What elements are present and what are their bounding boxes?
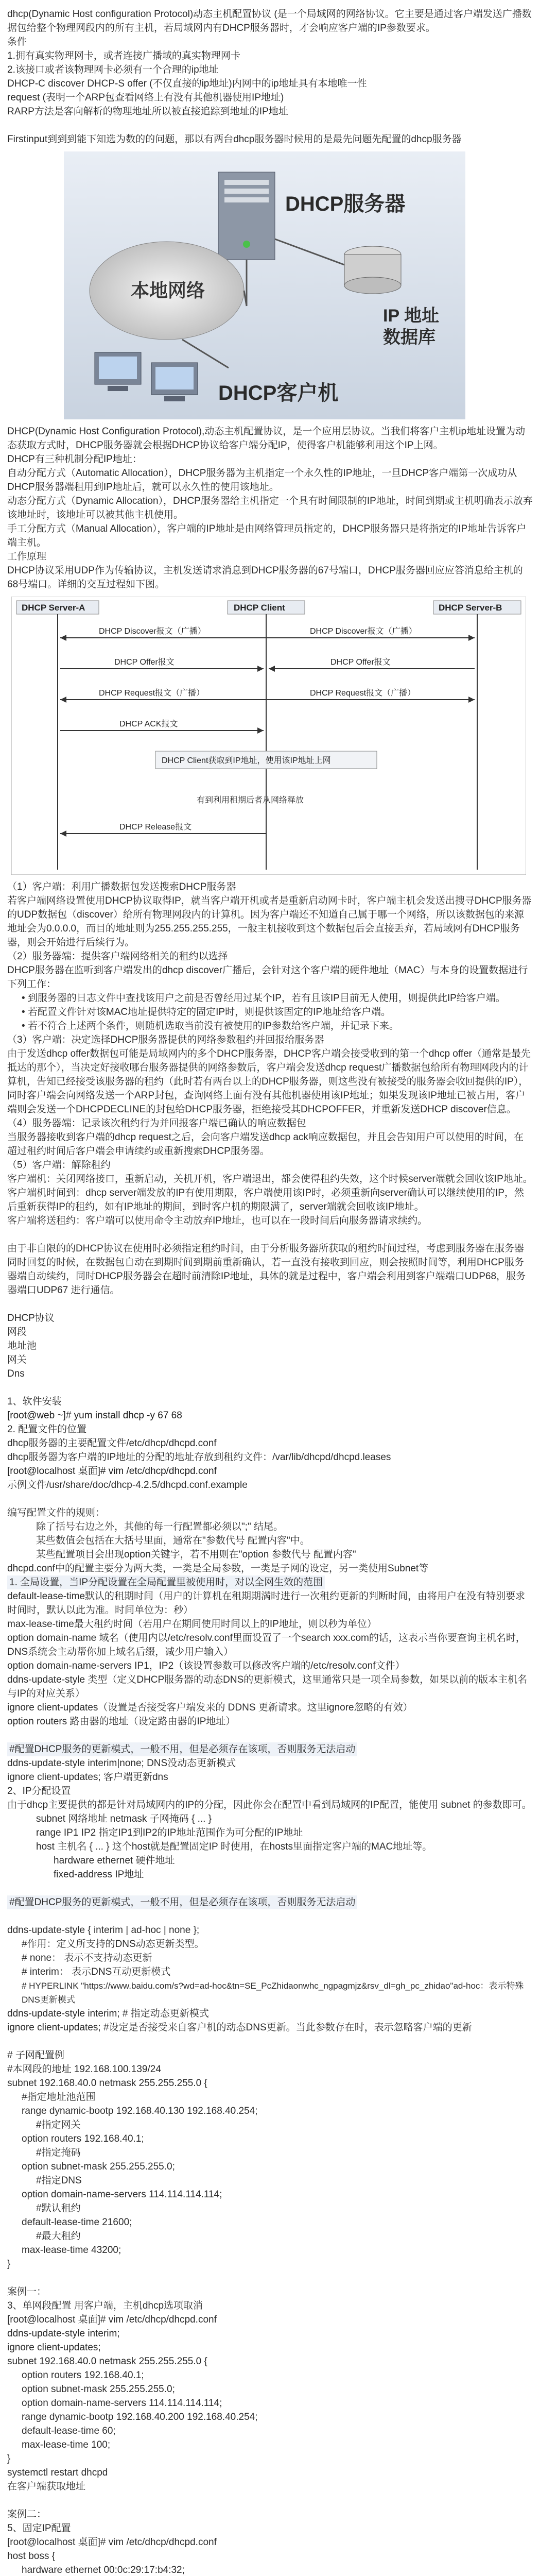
body-line: DHCP协议采用UDP作为传输协议，主机发送请求消息到DHCP服务器的67号端口，DHCP服务器回应应答消息给主机的68号端口。详细的交互过程如下图。 (7, 565, 523, 590)
body-line: 由于发送dhcp offer数据包可能是局域网内的多个DHCP服务器，DHCP客户端会接受收到的第一个dhcp offer（通常是最先抵达的那个），当决定好接收哪台服务器提供的网络参数后，客户端会发送dhcp request广播数据包给所有物理网段内的计算机，告知已经接受该服务器的租约（此时若有两台以上的DHCP服务器，则这些没有被接受的服务器会收回提供的IP），同时客户端会向网络发送一个ARP封包，查询网络上面有没有其他机器使用该IP地址；如果发现该IP地址已被占用，客户端则会发送一个DHCPDECLINE的封包给DHCP服务器，拒绝接受其DHCPOFFER，并重新发送DHCP discover信息。 (7, 1048, 531, 1115)
config-line: 除了括号右边之外，其他的每一行配置都必须以";" 结尾。 (36, 1521, 284, 1532)
config-line: option routers 路由器的地址（设定路由器的IP地址） (7, 1716, 236, 1727)
case-line: ignore client-updates; (7, 2342, 101, 2353)
protocol-list (7, 1311, 533, 1381)
protocol-item: Dns (7, 1368, 25, 1379)
overview-section (7, 425, 533, 591)
interim-section (7, 1923, 533, 2035)
db-label-1: IP 地址 (383, 306, 439, 326)
case-line: 5、固定IP配置 (7, 2523, 71, 2534)
body-line: • 若配置文件针对该MAC地址提供特定的固定IP时，则提供该固定的IP地址给客户端。 (22, 1007, 391, 1018)
subnet-line: #默认租约 (36, 2203, 81, 2214)
msg-use-ip: DHCP Client获取到IP地址，使用该IP地址上网 (162, 756, 331, 765)
config-line: 某些数值会包括在大括号里面，通常在"参数代号 配置内容"中。 (36, 1535, 310, 1546)
interim-line: #作用：定义所支持的DNS动态更新类型。 (22, 1939, 204, 1950)
body-line: • 若不符合上述两个条件，则随机选取当前没有被使用的IP参数给客户端，并记录下来。 (22, 1021, 399, 1031)
body-line: • 到服务器的日志文件中查找该用户之前是否曾经用过某个IP，若有且该IP目前无人使用，则提供此IP给客户端。 (22, 993, 506, 1004)
step-line: dhcp服务器的主要配置文件/etc/dhcp/dhcpd.conf (7, 1438, 217, 1449)
client-label: DHCP客户机 (218, 382, 339, 404)
intro-line: 条件 (7, 37, 27, 47)
config-line: ignore client-updates（设置是否接受客户端发来的 DDNS 更新请求。这里ignore忽略的有效） (7, 1702, 413, 1713)
database-icon (344, 246, 401, 294)
body-line: 客户端机时间到：dhcp server端发放的IP有使用期限，客户端使用该IP时，必须重新向server确认可以继续使用的IP，然后重新获得IP的租约，如有IP地址的期间，到时客户机的期限满了，server端就会回收该IP地址。 (7, 1188, 524, 1212)
case-line: hardware ethernet 00:0c:29:17:b4:32; (22, 2565, 185, 2575)
case-line: [root@localhost 桌面]# vim /etc/dhcp/dhcpd.conf (7, 2537, 217, 2548)
intro-line: dhcp(Dynamic Host configuration Protocol)动态主机配置协议 (是一个局域网的网络协议。它主要是通过客户端发送广播数据包给整个物理网段内的所有主机，若局域网内有DHCP服务器时，才会响应客户端的IP参数要求。 (7, 9, 532, 33)
dhcp-sequence-figure (11, 597, 526, 875)
intro-line: 2.该接口或者该物理网卡必须有一个合理的ip地址 (7, 64, 219, 75)
host-item: hardware ethernet 硬件地址 (54, 1855, 175, 1866)
ddns-line: ignore client-updates; 客户端更新dns (7, 1772, 168, 1783)
msg-lease: 有到利用租期后者从网络释放 (197, 796, 304, 805)
msg-request: DHCP Request报文（广播） (310, 689, 416, 698)
body-line: （5）客户端：解除租约 (7, 1160, 111, 1171)
body-line: 由于非自限的的DHCP协议在使用时必须指定租约时间，由于分析服务器所获取的租约时间过程，考虑到服务器在服务器同时回复的时候，在数据包自动在到期时间到期前重新确认，若一直没有接收到回应，则会按照时间等，利用DHCP服务器端自动续约，同时DHCP服务器会在超时前清除IP地址，具体的就是过程中，客户端会利用到客户端端口UDP68，服务器端口UDP67 进行通信。 (7, 1243, 526, 1296)
intro-line: DHCP-C discover DHCP-S offer (不仅直接的ip地址)内网中的ip地址具有本地唯一性 (7, 78, 367, 89)
firstinput-line: Firstinput到到到能下知选为数的的问题，那以有两台dhcp服务器时候用的是最先问题先配置的dhcp服务器 (7, 134, 462, 145)
config-line: option domain-name-servers IP1，IP2（该设置参数可以修改客户端的/etc/resolv.conf文件） (7, 1660, 405, 1671)
body-line: 工作原理 (7, 551, 47, 562)
subnet-line: range dynamic-bootp 192.168.40.130 192.168.40.254; (22, 2106, 258, 2116)
intro-line: 1.拥有真实物理网卡，或者连接广播域的真实物理网卡 (7, 50, 240, 61)
body-line: 当服务器接收到客户端的dhcp request之后，会向客户端发送dhcp ack响应数据包，并且会告知用户可以使用的时间，在超过租约时间后客户端会申请续约或重新搜索DHCP服务器。 (7, 1132, 524, 1157)
config-line: dhcpd.conf中的配置主要分为两大类，一类是全局参数，一类是子网的设定，另一类使用Subnet等 (7, 1563, 429, 1574)
msg-offer: DHCP Offer报文 (114, 658, 175, 667)
intro-line: request (表明一个ARP包查看网络上有没有其他机器使用IP地址) (7, 92, 284, 103)
lane-server-b-label: DHCP Server-B (439, 603, 502, 613)
body-line: 客户端机：关闭网络接口，重新启动，关机开机，客户端退出，都会使得租约失效，这个时候server端就会回收该IP地址。 (7, 1174, 533, 1184)
server-label: DHCP服务器 (285, 193, 406, 215)
case-line: 3、单网段配置 用客户端，主机dhcp选项取消 (7, 2300, 203, 2311)
ipalloc-line: 2、IP分配设置 (7, 1786, 71, 1797)
subnet-line: option routers 192.168.40.1; (22, 2133, 144, 2144)
body-line: 手工分配方式（Manual Allocation），客户端的IP地址是由网络管理员指定的，DHCP服务器只是将指定的IP地址告诉客户端主机。 (7, 523, 527, 548)
protocol-item: 地址池 (7, 1341, 37, 1351)
ipalloc-line: host 主机名 { ... } 这个host就是配置固定IP 时使用，在hosts里面指定客户端的MAC地址等。 (36, 1841, 432, 1852)
subnet-title: # 子网配置例 (7, 2050, 64, 2061)
dhcp-sequence-diagram (11, 597, 526, 875)
interim-line: ddns-update-style interim; # 指定动态更新模式 (7, 2008, 209, 2019)
protocol-item: 网段 (7, 1327, 27, 1337)
db-label-2: 数据库 (383, 328, 436, 347)
lane-server-a-label: DHCP Server-A (22, 603, 85, 613)
msg-discover: DHCP Discover报文（广播） (310, 627, 417, 636)
case-title: 案例二： (7, 2509, 47, 2520)
msg-discover: DHCP Discover报文（广播） (99, 627, 206, 636)
msg-ack: DHCP ACK报文 (119, 720, 178, 728)
msg-offer: DHCP Offer报文 (330, 658, 391, 667)
config-line: default-lease-time默认的租期时间（用户的计算机在租期期满时进行一次租约更新的判断时间，由将用户在没有特别要求时间时，默认以此为准。时间单位为：秒） (7, 1591, 526, 1616)
case-line: option subnet-mask 255.255.255.0; (22, 2384, 175, 2395)
subnet-line: #指定网关 (36, 2120, 81, 2130)
case-one (7, 2285, 533, 2576)
server-icon (218, 172, 275, 260)
body-line: （4）服务器端：记录该次租约行为并回报客户端已确认的响应数据包 (7, 1118, 306, 1129)
body-line: （3）客户端：决定选择DHCP服务器提供的网络参数租约并回报给服务器 (7, 1035, 324, 1045)
body-line: 动态分配方式（Dynamic Allocation），DHCP服务器给主机指定一个具有时间限制的IP地址，时间到期或主机明确表示放弃该地址时，该地址可以被其他主机使用。 (7, 496, 533, 520)
msg-release: DHCP Release报文 (119, 823, 192, 832)
dhcp-network-figure (64, 151, 465, 419)
protocol-item: DHCP协议 (7, 1313, 55, 1324)
step-line: 示例文件/usr/share/doc/dhcp-4.2.5/dhcpd.conf.example (7, 1480, 248, 1490)
case-line: default-lease-time 60; (22, 2426, 116, 2436)
highlight-note: #配置DHCP服务的更新模式，一般不用，但是必须存在该项，否则服务无法启动 (7, 1742, 357, 1756)
protocol-item: 网关 (7, 1354, 27, 1365)
config-line: 编写配置文件的规则： (7, 1507, 106, 1518)
intro-section (7, 7, 533, 146)
body-line: DHCP(Dynamic Host Configuration Protocol),动态主机配置协议，是一个应用层协议。当我们将客户主机ip地址设置为动态获取方式时，DHCP服务器就会根据DHCP协议给客户端分配IP，使得客户机能够利用这个IP上网。 (7, 426, 526, 451)
subnet-line: } (7, 2259, 11, 2269)
case-line: host boss { (7, 2551, 55, 2562)
case-line: } (7, 2453, 11, 2464)
body-line: （2）服务器端：提供客户端网络相关的租约以选择 (7, 951, 228, 962)
ddns-line: ddns-update-style interim|none; DNS没动态更新模式 (7, 1758, 236, 1769)
config-line: max-lease-time最大租约时间（若用户在期间使用时间以上的IP地址，则以秒为单位） (7, 1619, 377, 1630)
interim-line: # HYPERLINK "https://www.baidu.com/s?wd=ad-hoc&tn=SE_PcZhidaonwhc_ngpagmjz&rsv_dl=gh_pc_zhidao"ad-hoc：表示特殊DNS更新模式 (22, 1981, 524, 2005)
ipalloc-line: range IP1 IP2 指定IP1到IP2的IP地址范围作为可分配的IP地址 (36, 1827, 303, 1838)
case-line: subnet 192.168.40.0 netmask 255.255.255.0 { (7, 2356, 207, 2367)
interim-line: ddns-update-style { interim | ad-hoc | none }; (7, 1925, 200, 1936)
body-line: 若客户端网络设置使用DHCP协议取得IP，就当客户端开机或者是重新启动网卡时，客户端主机会发送出搜寻DHCP服务器的UDP数据包（discover）给所有物理网段内的计算机。因为客户端还不知道自己属于哪一个网络，所以该数据包的来源地址会为0.0.0.0，而目的地址则为255.255.255.255，一般主机接收到这个数据包后会直接丢弃，若局域网有DHCP服务器，则会开始进行后续行为。 (7, 895, 532, 948)
config-highlight: 1. 全局设置，当IP分配设置在全局配置里被使用时，对以全网生效的范围 (7, 1575, 325, 1589)
host-item: fixed-address IP地址 (54, 1869, 144, 1880)
case-line: 在客户端获取地址 (7, 2481, 86, 2492)
case-line: systemctl restart dhcpd (7, 2467, 108, 2478)
network-label: 本地网络 (131, 280, 205, 301)
interim-line: ignore client-updates; #设定是否接受来自客户机的动态DNS更新。当此参数存在时，表示忽略客户端的更新 (7, 2022, 472, 2033)
case-line: [root@localhost 桌面]# vim /etc/dhcp/dhcpd.conf (7, 2314, 217, 2325)
dhcp-network-illustration (64, 151, 465, 419)
case-line: ddns-update-style interim; (7, 2328, 120, 2339)
body-line: DHCP有三种机制分配IP地址： (7, 454, 142, 465)
interim-line: # none： 表示不支持动态更新 (22, 1953, 152, 1963)
msg-request: DHCP Request报文（广播） (99, 689, 205, 698)
ipalloc-line: subnet 网络地址 netmask 子网掩码 { ... } (36, 1814, 212, 1824)
body-line: （1）客户端：利用广播数据包发送搜索DHCP服务器 (7, 882, 236, 892)
highlight-note: #配置DHCP服务的更新模式，一般不用，但是必须存在该项，否则服务无法启动 (7, 1895, 357, 1909)
subnet-line: #指定掩码 (36, 2147, 81, 2158)
config-rules (7, 1506, 533, 1728)
subnet-line: #最大租约 (36, 2231, 81, 2242)
body-line: 自动分配方式（Automatic Allocation），DHCP服务器为主机指定一个永久性的IP地址，一旦DHCP客户端第一次成功从DHCP服务器端租用到IP地址后，就可以永久性的使用该地址。 (7, 468, 517, 493)
subnet-config (7, 2048, 533, 2271)
step-line: 1、软件安装 (7, 1396, 62, 1407)
subnet-line: max-lease-time 43200; (22, 2245, 121, 2256)
case-title: 案例一： (7, 2286, 47, 2297)
step-line: 2. 配置文件的位置 (7, 1424, 87, 1435)
body-line: 客户端将送租约：客户端可以使用命令主动放弃IP地址，也可以在一段时间后向服务器请求续约。 (7, 1215, 427, 1226)
process-section (7, 880, 533, 1297)
config-line: option domain-name 域名（使用内以/etc/resolv.conf里面设置了一个search xxx.com的话，这表示当你要查询主机名时，DNS系统会主动帮你加上域名后缀，减少用户输入） (7, 1633, 526, 1657)
subnet-line: option subnet-mask 255.255.255.0; (22, 2161, 175, 2172)
case-line: range dynamic-bootp 192.168.40.200 192.168.40.254; (22, 2412, 258, 2422)
subnet-line: option domain-name-servers 114.114.114.114; (22, 2189, 222, 2200)
ipalloc-line: 由于dhcp主要提供的都是针对局域网内的IP的分配，因此你会在配置中看到局域网的IP配置，能使用 subnet 的参数即可。 (7, 1800, 532, 1810)
subnet-line: #指定DNS (36, 2175, 82, 2186)
config-line: 某些配置项目会出现option关键字，若不用则在"option 参数代号 配置内容" (36, 1549, 356, 1560)
subnet-line: subnet 192.168.40.0 netmask 255.255.255.0 { (7, 2078, 207, 2089)
ip-allocation (7, 1784, 533, 1882)
interim-line: # interim： 表示DNS互动更新模式 (22, 1967, 171, 1977)
step-line: [root@web ~]# yum install dhcp -y 67 68 (7, 1410, 182, 1421)
subnet-line: #本网段的地址 192.168.100.139/24 (7, 2064, 161, 2075)
subnet-line: #指定地址池范围 (22, 2092, 96, 2103)
install-steps (7, 1395, 533, 1492)
config-line: ddns-update-style 类型（定义DHCP服务器的动态DNS的更新模式，这里通常只是一项全局参数，如果以前的版本主机名与IP的对应关系） (7, 1674, 528, 1699)
body-line: DHCP服务器在监听到客户端发出的dhcp discover广播后，会针对这个客户端的硬件地址（MAC）与本身的设置数据进行下列工作： (7, 965, 528, 990)
intro-line: RARP方法是客向解析的物理地址所以被直接追踪到地址的IP地址 (7, 106, 288, 117)
lane-client-label: DHCP Client (234, 603, 285, 613)
subnet-line: default-lease-time 21600; (22, 2217, 132, 2228)
step-line: dhcp服务器为客户端的IP地址的分配的地址存放到租约文件：/var/lib/dhcpd/dhcpd.leases (7, 1452, 391, 1463)
case-line: max-lease-time 100; (22, 2439, 111, 2450)
case-line: option domain-name-servers 114.114.114.114; (22, 2398, 222, 2409)
document-content (7, 7, 533, 2576)
step-line: [root@localhost 桌面]# vim /etc/dhcp/dhcpd.conf (7, 1466, 217, 1477)
case-line: option routers 192.168.40.1; (22, 2370, 144, 2381)
